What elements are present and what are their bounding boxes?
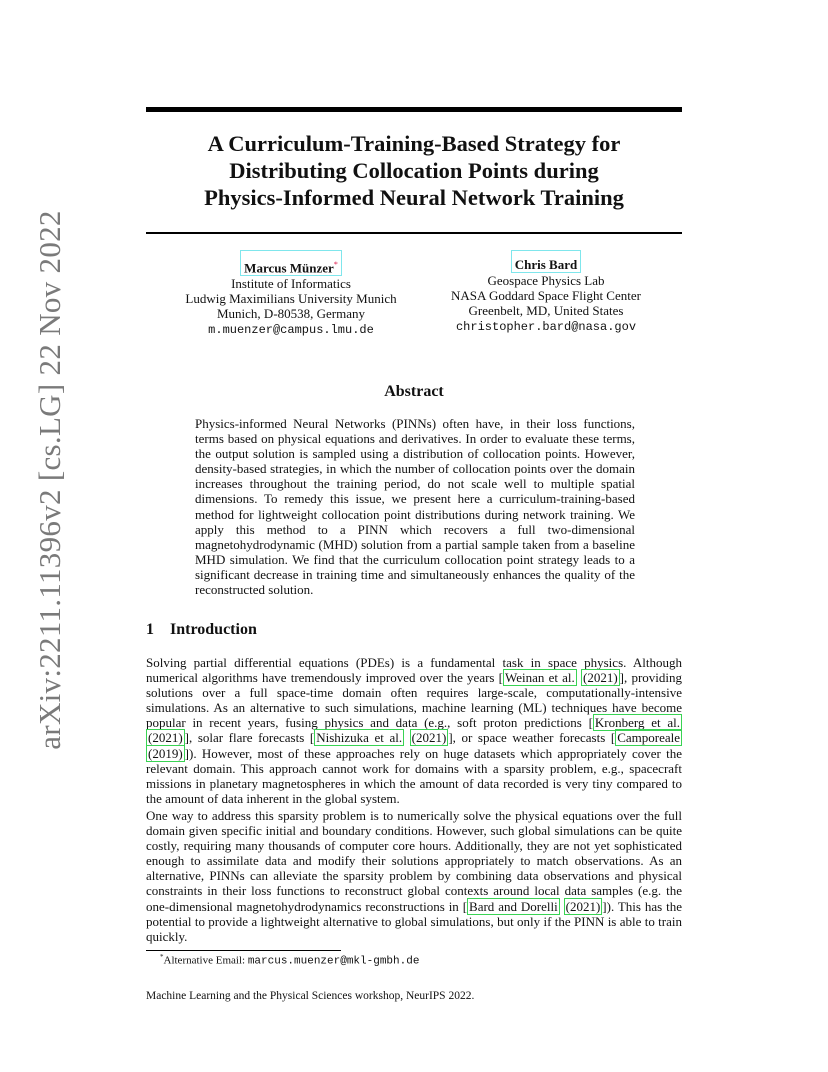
citation-link[interactable]: (2021)	[148, 730, 183, 746]
citation-link[interactable]: (2021)	[411, 730, 447, 746]
affiliation-line: NASA Goddard Space Flight Center	[451, 288, 641, 303]
affiliation-line: Munich, D-80538, Germany	[216, 306, 366, 322]
citation-link[interactable]: (2019)	[148, 745, 183, 761]
citation-link[interactable]: Bard and Dorelli	[469, 898, 558, 914]
intro-paragraph-1: Solving partial differential equations (PDEs) is a fundamental task in space physics. Although numerical algorithms have tremendously improved over the years [ Weinan et al. (2021) ], providing solutions over a full space-time domain often requires large-scale, computationally-intensive simulations. As an alternative to such simulations, machine learning (ML) techniques have become popular in recent years, fusing physics and data (e.g., soft proton predictions [ Kronberg et al. (2021) ], solar flare forecasts [ Nishizuka et al. (2021) ], or space weather forecasts [ Camporeale (2019) ]). However, most of these approaches rely on huge datasets which appropriately cover the relevant domain. This approach cannot work for domains with a sparsity problem, e.g., spacecraft missions in planetary magnetospheres in which the amount of data recorded is very tiny compared to the amount of data inherent in the global system.	[146, 655, 682, 806]
title-line: Physics-Informed Neural Network Training	[204, 185, 624, 210]
citation-link[interactable]: Nishizuka et al.	[316, 730, 403, 746]
affiliation-line: Ludwig Maximilians University Munich	[185, 291, 397, 307]
author-name-link[interactable]: Chris Bard	[511, 250, 581, 273]
author-block-bard	[436, 250, 656, 335]
citation-link[interactable]: (2021)	[583, 670, 618, 686]
affiliation-line: Institute of Informatics	[231, 276, 351, 292]
footnote-mark[interactable]: *	[333, 260, 338, 269]
venue-note: Machine Learning and the Physical Sciences workshop, NeurIPS 2022.	[146, 990, 475, 1002]
affiliation-line: Greenbelt, MD, United States	[468, 303, 624, 318]
section-heading-introduction	[146, 621, 257, 639]
footnote-mark: *	[160, 953, 164, 961]
affiliation-line: Geospace Physics Lab	[487, 273, 605, 288]
arxiv-identifier: arXiv:2211.11396v2 [cs.LG] 22 Nov 2022	[32, 210, 67, 750]
title-rule-top	[146, 107, 682, 112]
citation-link[interactable]: (2021)	[565, 898, 601, 914]
citation-link[interactable]: Kronberg et al.	[594, 715, 680, 731]
citation-link[interactable]: Weinan et al.	[505, 670, 575, 686]
title-line: A Curriculum-Training-Based Strategy for	[207, 131, 621, 156]
footnote-email: marcus.muenzer@mkl-gmbh.de	[247, 955, 420, 968]
author-email: m.muenzer@campus.lmu.de	[208, 323, 374, 338]
section-title: Introduction	[170, 621, 257, 638]
abstract-heading: Abstract	[384, 383, 444, 400]
intro-paragraph-2: One way to address this sparsity problem is to numerically solve the physical equations over the full domain given specific initial and boundary conditions. However, such global simulations can be quite costly, requiring many thousands of computer core hours. Additionally, they are not yet sophisticated enough to assimilate data and modify their solutions appropriately to match observations. As an alternative, PINNs can alleviate the sparsity problem by combining data observations and physical constraints in their loss functions to reconstruct global contexts around local data samples (e.g. the one-dimensional magnetohydrodynamics reconstructions in [ Bard and Dorelli (2021) ]). This has the potential to provide a lightweight alternative to global simulations, but only if the PINN is able to train quickly.	[146, 808, 682, 944]
title-line: Distributing Collocation Points during	[229, 158, 599, 183]
paper-title	[146, 130, 682, 211]
section-number: 1	[146, 621, 154, 638]
author-block-munzer	[146, 250, 436, 338]
footnote: *Alternative Email: marcus.muenzer@mkl-gmbh.de	[160, 953, 420, 968]
title-rule-bottom	[146, 232, 682, 234]
footnote-rule	[146, 950, 341, 951]
citation-link[interactable]: Camporeale	[617, 730, 681, 746]
author-email: christopher.bard@nasa.gov	[455, 320, 637, 334]
abstract-text: Physics-informed Neural Networks (PINNs) often have, in their loss functions, terms based on physical equations and derivatives. In order to evaluate these terms, the output solution is sampled using a distribution of collocation points. However, density-based strategies, in which the number of collocation points over the domain increases throughout the training period, do not scale well to multiple spatial dimensions. To remedy this issue, we present here a curriculum-training-based method for lightweight collocation point distributions during network training. We apply this method to a PINN which recovers a full two-dimensional magnetohydrodynamic (MHD) solution from a partial sample taken from a baseline MHD simulation. We find that the curriculum collocation point strategy leads to a significant decrease in training time and simultaneously enhances the quality of the reconstructed solution.	[195, 416, 635, 598]
author-name-link[interactable]: Marcus Münzer*	[240, 250, 342, 276]
